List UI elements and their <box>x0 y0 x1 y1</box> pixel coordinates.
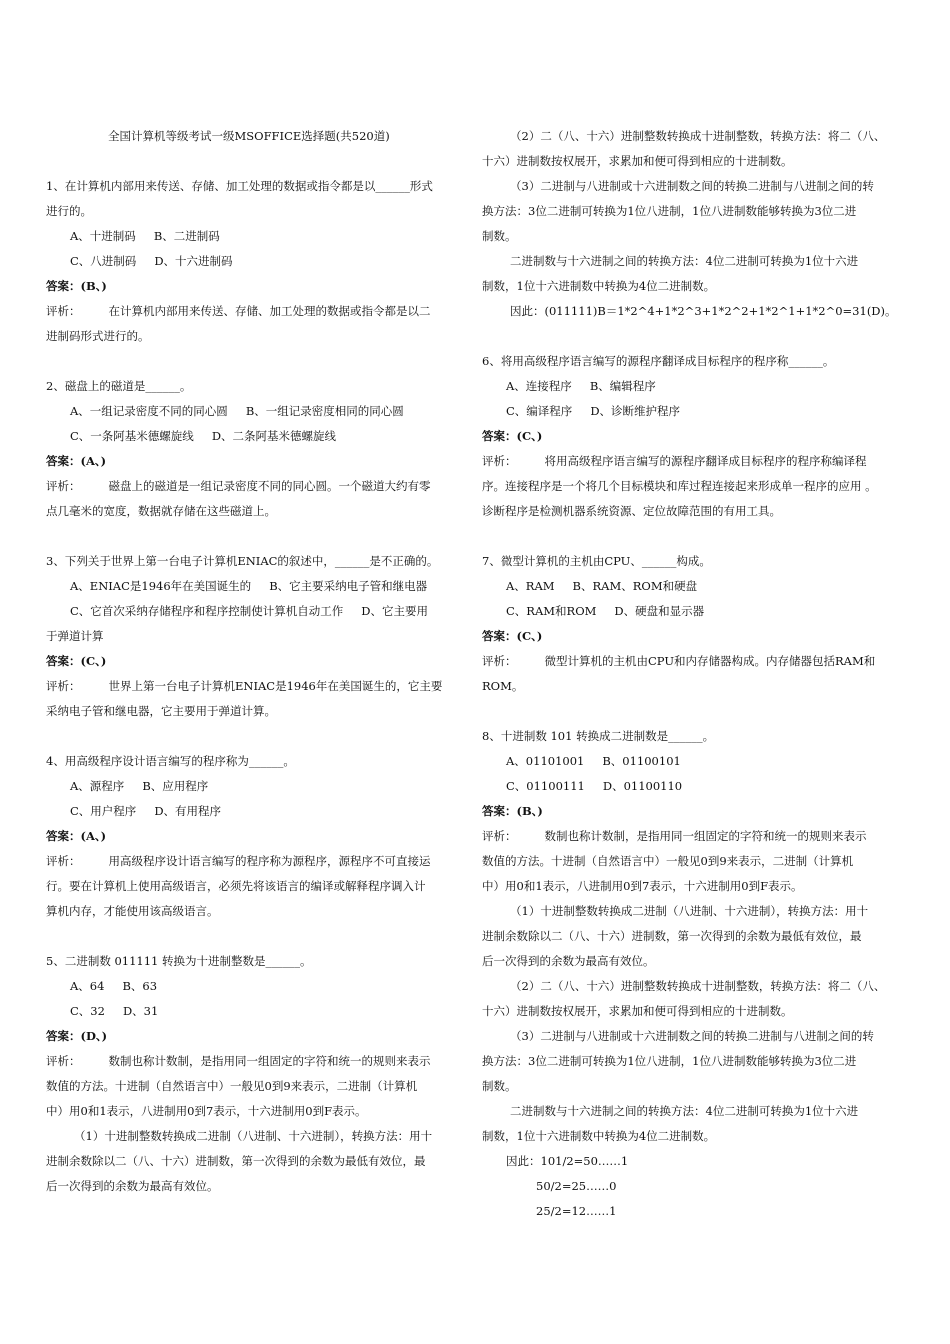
analysis-text: 将用高级程序语言编写的源程序翻译成目标程序的程序称编译程 <box>544 454 867 468</box>
question-1-analysis-cont: 进制码形式进行的。 <box>46 329 150 343</box>
question-4-options-ab <box>46 774 450 799</box>
question-5-answer: 答案：(D、) <box>46 1029 108 1043</box>
question-5-stem: 5、二进制数 011111 转换为十进制整数是______。 <box>46 954 312 968</box>
question-3-options-ab <box>46 574 450 599</box>
question-5-analysis <box>46 1049 450 1074</box>
analysis-label: 评析： <box>482 654 517 668</box>
analysis-label: 评析： <box>46 854 81 868</box>
option-a: A、ENIAC是1946年在美国诞生的 <box>70 579 252 593</box>
question-8-point-3-cont: 换方法：3位二进制可转换为1位八进制，1位八进制数能够转换为3位二进 <box>482 1054 857 1068</box>
question-1-stem-cont: 进行的。 <box>46 204 92 218</box>
question-8-stem: 8、十进制数 101 转换成二进制数是______。 <box>482 729 715 743</box>
question-1-answer: 答案：(B、) <box>46 279 107 293</box>
analysis-label: 评析： <box>46 304 81 318</box>
question-7-analysis <box>482 649 892 674</box>
option-a: A、一组记录密度不同的同心圆 <box>70 404 228 418</box>
question-6-options-ab <box>482 374 892 399</box>
option-d: D、有用程序 <box>154 804 222 818</box>
question-2-analysis <box>46 474 450 499</box>
option-b: B、63 <box>122 979 158 993</box>
question-8-analysis-cont: 数值的方法。十进制（自然语言中）一般见0到9来表示，二进制（计算机 <box>482 854 854 868</box>
option-b: B、应用程序 <box>142 779 209 793</box>
question-7-analysis-cont: ROM。 <box>482 679 524 693</box>
question-8-calc-2: 50/2=25……0 <box>536 1179 617 1193</box>
question-6-answer: 答案：(C、) <box>482 429 543 443</box>
analysis-label: 评析： <box>482 454 517 468</box>
option-b: B、它主要采纳电子管和继电器 <box>269 579 428 593</box>
question-6-analysis-cont: 序。连接程序是一个将几个目标模块和库过程连接起来形成单一程序的应用 。 <box>482 479 877 493</box>
option-c: C、RAM和ROM <box>506 604 597 618</box>
question-8-calc-1: 因此：101/2=50……1 <box>506 1154 629 1168</box>
question-5-options-cd <box>46 999 450 1024</box>
question-2-options-ab <box>46 399 450 424</box>
analysis-text: 在计算机内部用来传送、存储、加工处理的数据或指令都是以二 <box>108 304 431 318</box>
question-4-answer: 答案：(A、) <box>46 829 107 843</box>
question-8-point-2: （2）二（八、十六）进制整数转换成十进制整数，转换方法：将二（八、 <box>510 979 886 993</box>
question-3-options-cd <box>46 599 450 624</box>
option-b: B、RAM、ROM和硬盘 <box>572 579 698 593</box>
analysis-text: 微型计算机的主机由CPU和内存储器构成。内存储器包括RAM和 <box>544 654 876 668</box>
option-d: D、它主要用 <box>361 604 429 618</box>
question-6-analysis <box>482 449 892 474</box>
analysis-text: 世界上第一台电子计算机ENIAC是1946年在美国诞生的，它主要 <box>108 679 443 693</box>
question-8-calc-3: 25/2=12……1 <box>536 1204 617 1218</box>
option-c: C、它首次采纳存储程序和程序控制使计算机自动工作 <box>70 604 344 618</box>
analysis-label: 评析： <box>482 829 517 843</box>
question-8-point-3: （3）二进制与八进制或十六进制数之间的转换二进制与八进制之间的转 <box>510 1029 874 1043</box>
question-7-stem: 7、微型计算机的主机由CPU、______构成。 <box>482 554 711 568</box>
question-4-analysis-cont2: 算机内存，才能使用该高级语言。 <box>46 904 219 918</box>
question-3-option-d-cont: 于弹道计算 <box>46 629 104 643</box>
analysis-label: 评析： <box>46 479 81 493</box>
option-a: A、源程序 <box>70 779 125 793</box>
right-column <box>482 124 897 1224</box>
question-5-point-1-cont2: 后一次得到的余数为最高有效位。 <box>46 1179 219 1193</box>
question-1-options-ab <box>46 224 450 249</box>
question-4-analysis-cont: 行。要在计算机上使用高级语言，必须先将该语言的编译或解释程序调入计 <box>46 879 426 893</box>
question-3-analysis <box>46 674 450 699</box>
analysis-text: 数制也称计数制，是指用同一组固定的字符和统一的规则来表示 <box>108 1054 431 1068</box>
option-a: A、十进制码 <box>70 229 136 243</box>
question-2-options-cd <box>46 424 450 449</box>
option-b: B、一组记录密度相同的同心圆 <box>245 404 404 418</box>
question-8-point-4: 二进制数与十六进制之间的转换方法：4位二进制可转换为1位十六进 <box>510 1104 859 1118</box>
option-a: A、连接程序 <box>506 379 572 393</box>
page-title: 全国计算机等级考试一级MSOFFICE选择题(共520道) <box>108 129 390 143</box>
question-4-analysis <box>46 849 450 874</box>
question-3-stem: 3、下列关于世界上第一台电子计算机ENIAC的叙述中，______是不正确的。 <box>46 554 439 568</box>
question-5-analysis-cont: 数值的方法。十进制（自然语言中）一般见0到9来表示，二进制（计算机 <box>46 1079 418 1093</box>
option-d: D、十六进制码 <box>154 254 233 268</box>
option-c: C、用户程序 <box>70 804 137 818</box>
question-7-options-cd <box>482 599 892 624</box>
option-c: C、八进制码 <box>70 254 137 268</box>
question-2-answer: 答案：(A、) <box>46 454 107 468</box>
analysis-label: 评析： <box>46 1054 81 1068</box>
question-2-stem: 2、磁盘上的磁道是______。 <box>46 379 192 393</box>
option-d: D、二条阿基米德螺旋线 <box>211 429 337 443</box>
option-c: C、01100111 <box>506 779 585 793</box>
question-1-options-cd <box>46 249 450 274</box>
option-c: C、编译程序 <box>506 404 573 418</box>
question-3-analysis-cont: 采纳电子管和继电器，它主要用于弹道计算。 <box>46 704 276 718</box>
option-b: B、二进制码 <box>153 229 220 243</box>
option-b: B、01100101 <box>602 754 681 768</box>
q5-point-3: （3）二进制与八进制或十六进制数之间的转换二进制与八进制之间的转 <box>510 179 874 193</box>
q5-calculation: 因此：(011111)B＝1*2^4+1*2^3+1*2^2+1*2^1+1*2^0=31(D)。 <box>510 304 897 318</box>
question-3-answer: 答案：(C、) <box>46 654 107 668</box>
option-a: A、RAM <box>506 579 555 593</box>
q5-point-2-cont: 十六）进制数按权展开，求累加和便可得到相应的十进制数。 <box>482 154 793 168</box>
question-6-options-cd <box>482 399 892 424</box>
question-5-point-1-cont: 进制余数除以二（八、十六）进制数，第一次得到的余数为最低有效位，最 <box>46 1154 426 1168</box>
question-8-point-2-cont: 十六）进制数按权展开，求累加和便可得到相应的十进制数。 <box>482 1004 793 1018</box>
question-5-point-1: （1）十进制整数转换成二进制（八进制、十六进制），转换方法：用十 <box>74 1129 433 1143</box>
question-8-analysis <box>482 824 892 849</box>
q5-point-3-cont: 换方法：3位二进制可转换为1位八进制，1位八进制数能够转换为3位二进 <box>482 204 857 218</box>
q5-point-3-cont2: 制数。 <box>482 229 517 243</box>
question-8-answer: 答案：(B、) <box>482 804 543 818</box>
option-d: D、01100110 <box>602 779 683 793</box>
question-4-stem: 4、用高级程序设计语言编写的程序称为______。 <box>46 754 295 768</box>
question-8-options-ab <box>482 749 892 774</box>
question-8-point-1-cont: 进制余数除以二（八、十六）进制数，第一次得到的余数为最低有效位，最 <box>482 929 862 943</box>
question-5-options-ab <box>46 974 450 999</box>
option-b: B、编辑程序 <box>589 379 656 393</box>
question-8-point-1-cont2: 后一次得到的余数为最高有效位。 <box>482 954 655 968</box>
option-d: D、31 <box>122 1004 159 1018</box>
question-2-analysis-cont: 点几毫米的宽度，数据就存储在这些磁道上。 <box>46 504 276 518</box>
option-c: C、一条阿基米德螺旋线 <box>70 429 194 443</box>
question-5-analysis-cont2: 中）用0和1表示，八进制用0到7表示，十六进制用0到F表示。 <box>46 1104 367 1118</box>
question-6-stem: 6、将用高级程序语言编写的源程序翻译成目标程序的程序称______。 <box>482 354 835 368</box>
question-1-analysis <box>46 299 450 324</box>
question-8-options-cd <box>482 774 892 799</box>
analysis-text: 磁盘上的磁道是一组记录密度不同的同心圆。一个磁道大约有零 <box>108 479 431 493</box>
option-d: D、硬盘和显示器 <box>614 604 705 618</box>
question-8-point-1: （1）十进制整数转换成二进制（八进制、十六进制），转换方法：用十 <box>510 904 869 918</box>
question-4-options-cd <box>46 799 450 824</box>
q5-point-4: 二进制数与十六进制之间的转换方法：4位二进制可转换为1位十六进 <box>510 254 859 268</box>
analysis-text: 用高级程序设计语言编写的程序称为源程序，源程序不可直接运 <box>108 854 431 868</box>
question-8-point-4-cont: 制数，1位十六进制数中转换为4位二进制数。 <box>482 1129 716 1143</box>
question-7-answer: 答案：(C、) <box>482 629 543 643</box>
question-8-analysis-cont2: 中）用0和1表示，八进制用0到7表示，十六进制用0到F表示。 <box>482 879 803 893</box>
option-c: C、32 <box>70 1004 105 1018</box>
option-a: A、01101001 <box>506 754 585 768</box>
question-7-options-ab <box>482 574 892 599</box>
question-1-stem: 1、在计算机内部用来传送、存储、加工处理的数据或指令都是以______形式 <box>46 179 433 193</box>
option-a: A、64 <box>70 979 105 993</box>
question-8-point-3-cont2: 制数。 <box>482 1079 517 1093</box>
left-column <box>46 124 450 1199</box>
question-6-analysis-cont2: 诊断程序是检测机器系统资源、定位故障范围的有用工具。 <box>482 504 781 518</box>
q5-point-4-cont: 制数，1位十六进制数中转换为4位二进制数。 <box>482 279 716 293</box>
analysis-label: 评析： <box>46 679 81 693</box>
analysis-text: 数制也称计数制，是指用同一组固定的字符和统一的规则来表示 <box>544 829 867 843</box>
option-d: D、诊断维护程序 <box>590 404 681 418</box>
q5-point-2: （2）二（八、十六）进制整数转换成十进制整数，转换方法：将二（八、 <box>510 129 886 143</box>
